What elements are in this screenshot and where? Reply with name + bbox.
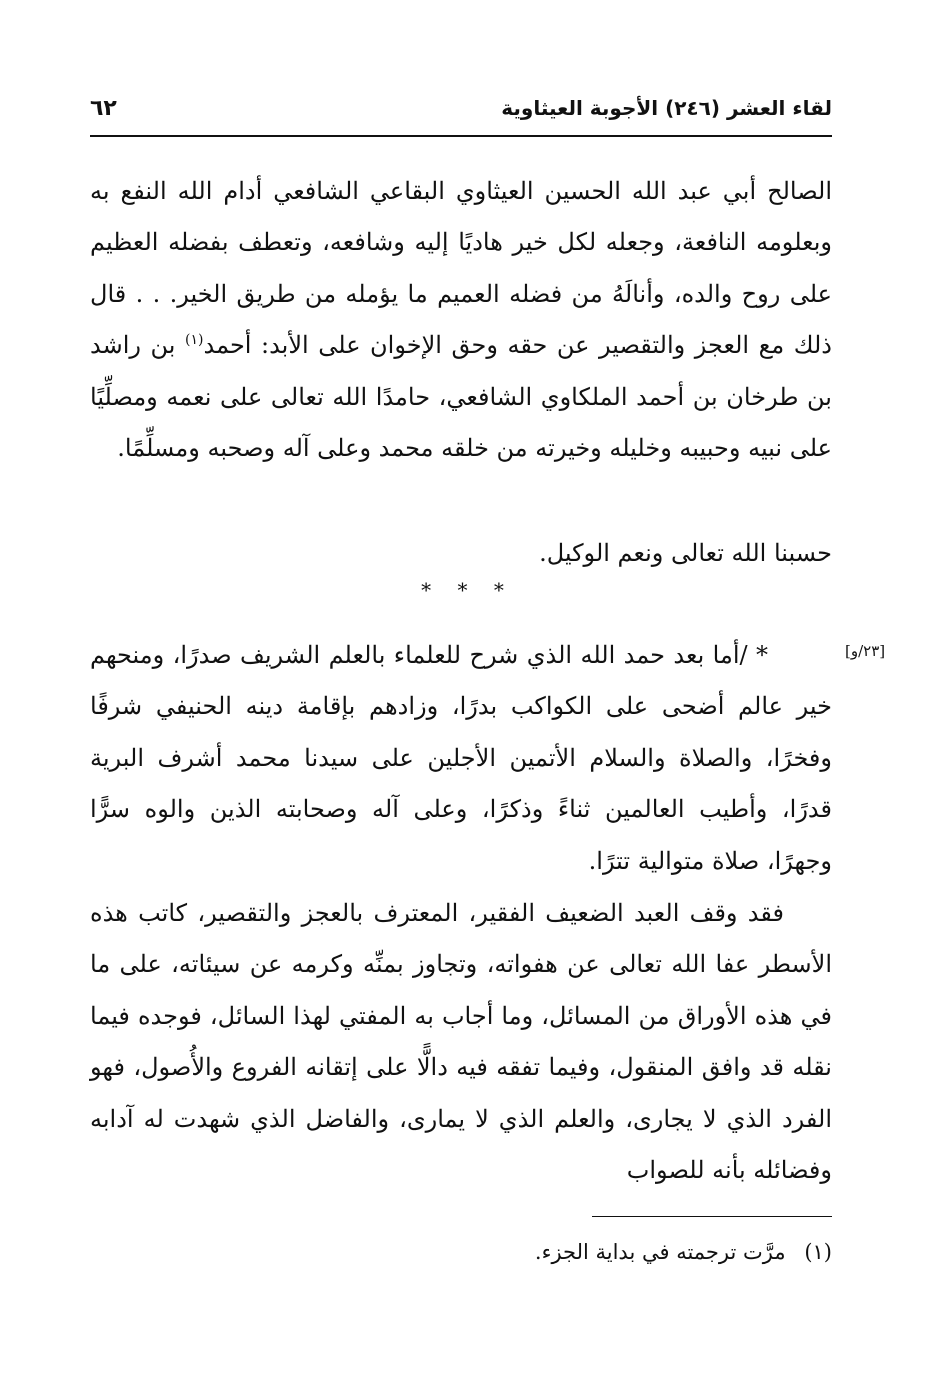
footnote-text: مرَّت ترجمته في بداية الجزء. [534,1240,786,1264]
paragraph-2: حسبنا الله تعالى ونعم الوكيل. [539,539,832,567]
header-rule [90,135,832,137]
paragraph-1-text-b: بن راشد بن طرخان بن أحمد الملكاوي الشافعي، حامدًا الله تعالى على نعمه ومصلِّيًا على نبيه وحبيبه وخليله وخيرته من خلقه محمد وعلى آله وصحبه ومسلِّمًا. [90,331,832,463]
footnote [535,1240,832,1264]
section-separator: * * * [421,578,514,602]
margin-folio-note: [٢٣/و] [845,642,886,660]
footnote-number: (١) [804,1240,832,1264]
paragraph-4: فقد وقف العبد الضعيف الفقير، المعترف بالعجز والتقصير، كاتب هذه الأسطر عفا الله تعالى عن هفواته، وتجاوز بمنِّه وكرمه عن سيئاته، على ما في هذه الأوراق من المسائل، وما أجاب به المفتي لهذا السائل، فوجده فيما نقله قد وافق المنقول، وفيما تفقه فيه دالًّا على إتقانه الفروع والأُصول، فهو الفرد الذي لا يجارى، والعلم الذي لا يمارى، والفاضل الذي شهدت له آدابه وفضائله بأنه للصواب [90,899,832,1185]
page-header [90,86,832,130]
footnote-rule [592,1216,832,1217]
running-title: لقاء العشر (٢٤٦) الأجوبة العيثاوية [501,96,832,120]
paragraph-1 [90,166,832,474]
footnote-reference[interactable]: (١) [185,332,204,349]
page-number: ٦٢ [90,95,117,121]
paragraph-1-text-a: الصالح أبي عبد الله الحسين العيثاوي البقاعي الشافعي أدام الله النفع به وبعلومه النافعة، وجعله لكل خير هاديًا إليه وشافعه، وتعطف بفضله العظيم على روح والده، وأنالَهُ من فضله العميم ما يؤمله من طريق الخير. . . قال ذلك مع العجز والتقصير عن حقه وحق الإخوان على الأبد: أحمد [90,177,832,360]
paragraph-3: * /أما بعد حمد الله الذي شرح للعلماء بالعلم الشريف صدرًا، ومنحهم خير عالم أضحى على الكواكب بدرًا، وزادهم بإقامة دينه الحنيفي شرفًا وفخرًا، والصلاة والسلام الأتمين الأجلين على سيدنا محمد أشرف البرية قدرًا، وأطيب العالمين ثناءً وذكرًا، وعلى آله وصحابته الذين والوه سرًّا وجهرًا، صلاة متوالية تترًا. [90,641,832,875]
